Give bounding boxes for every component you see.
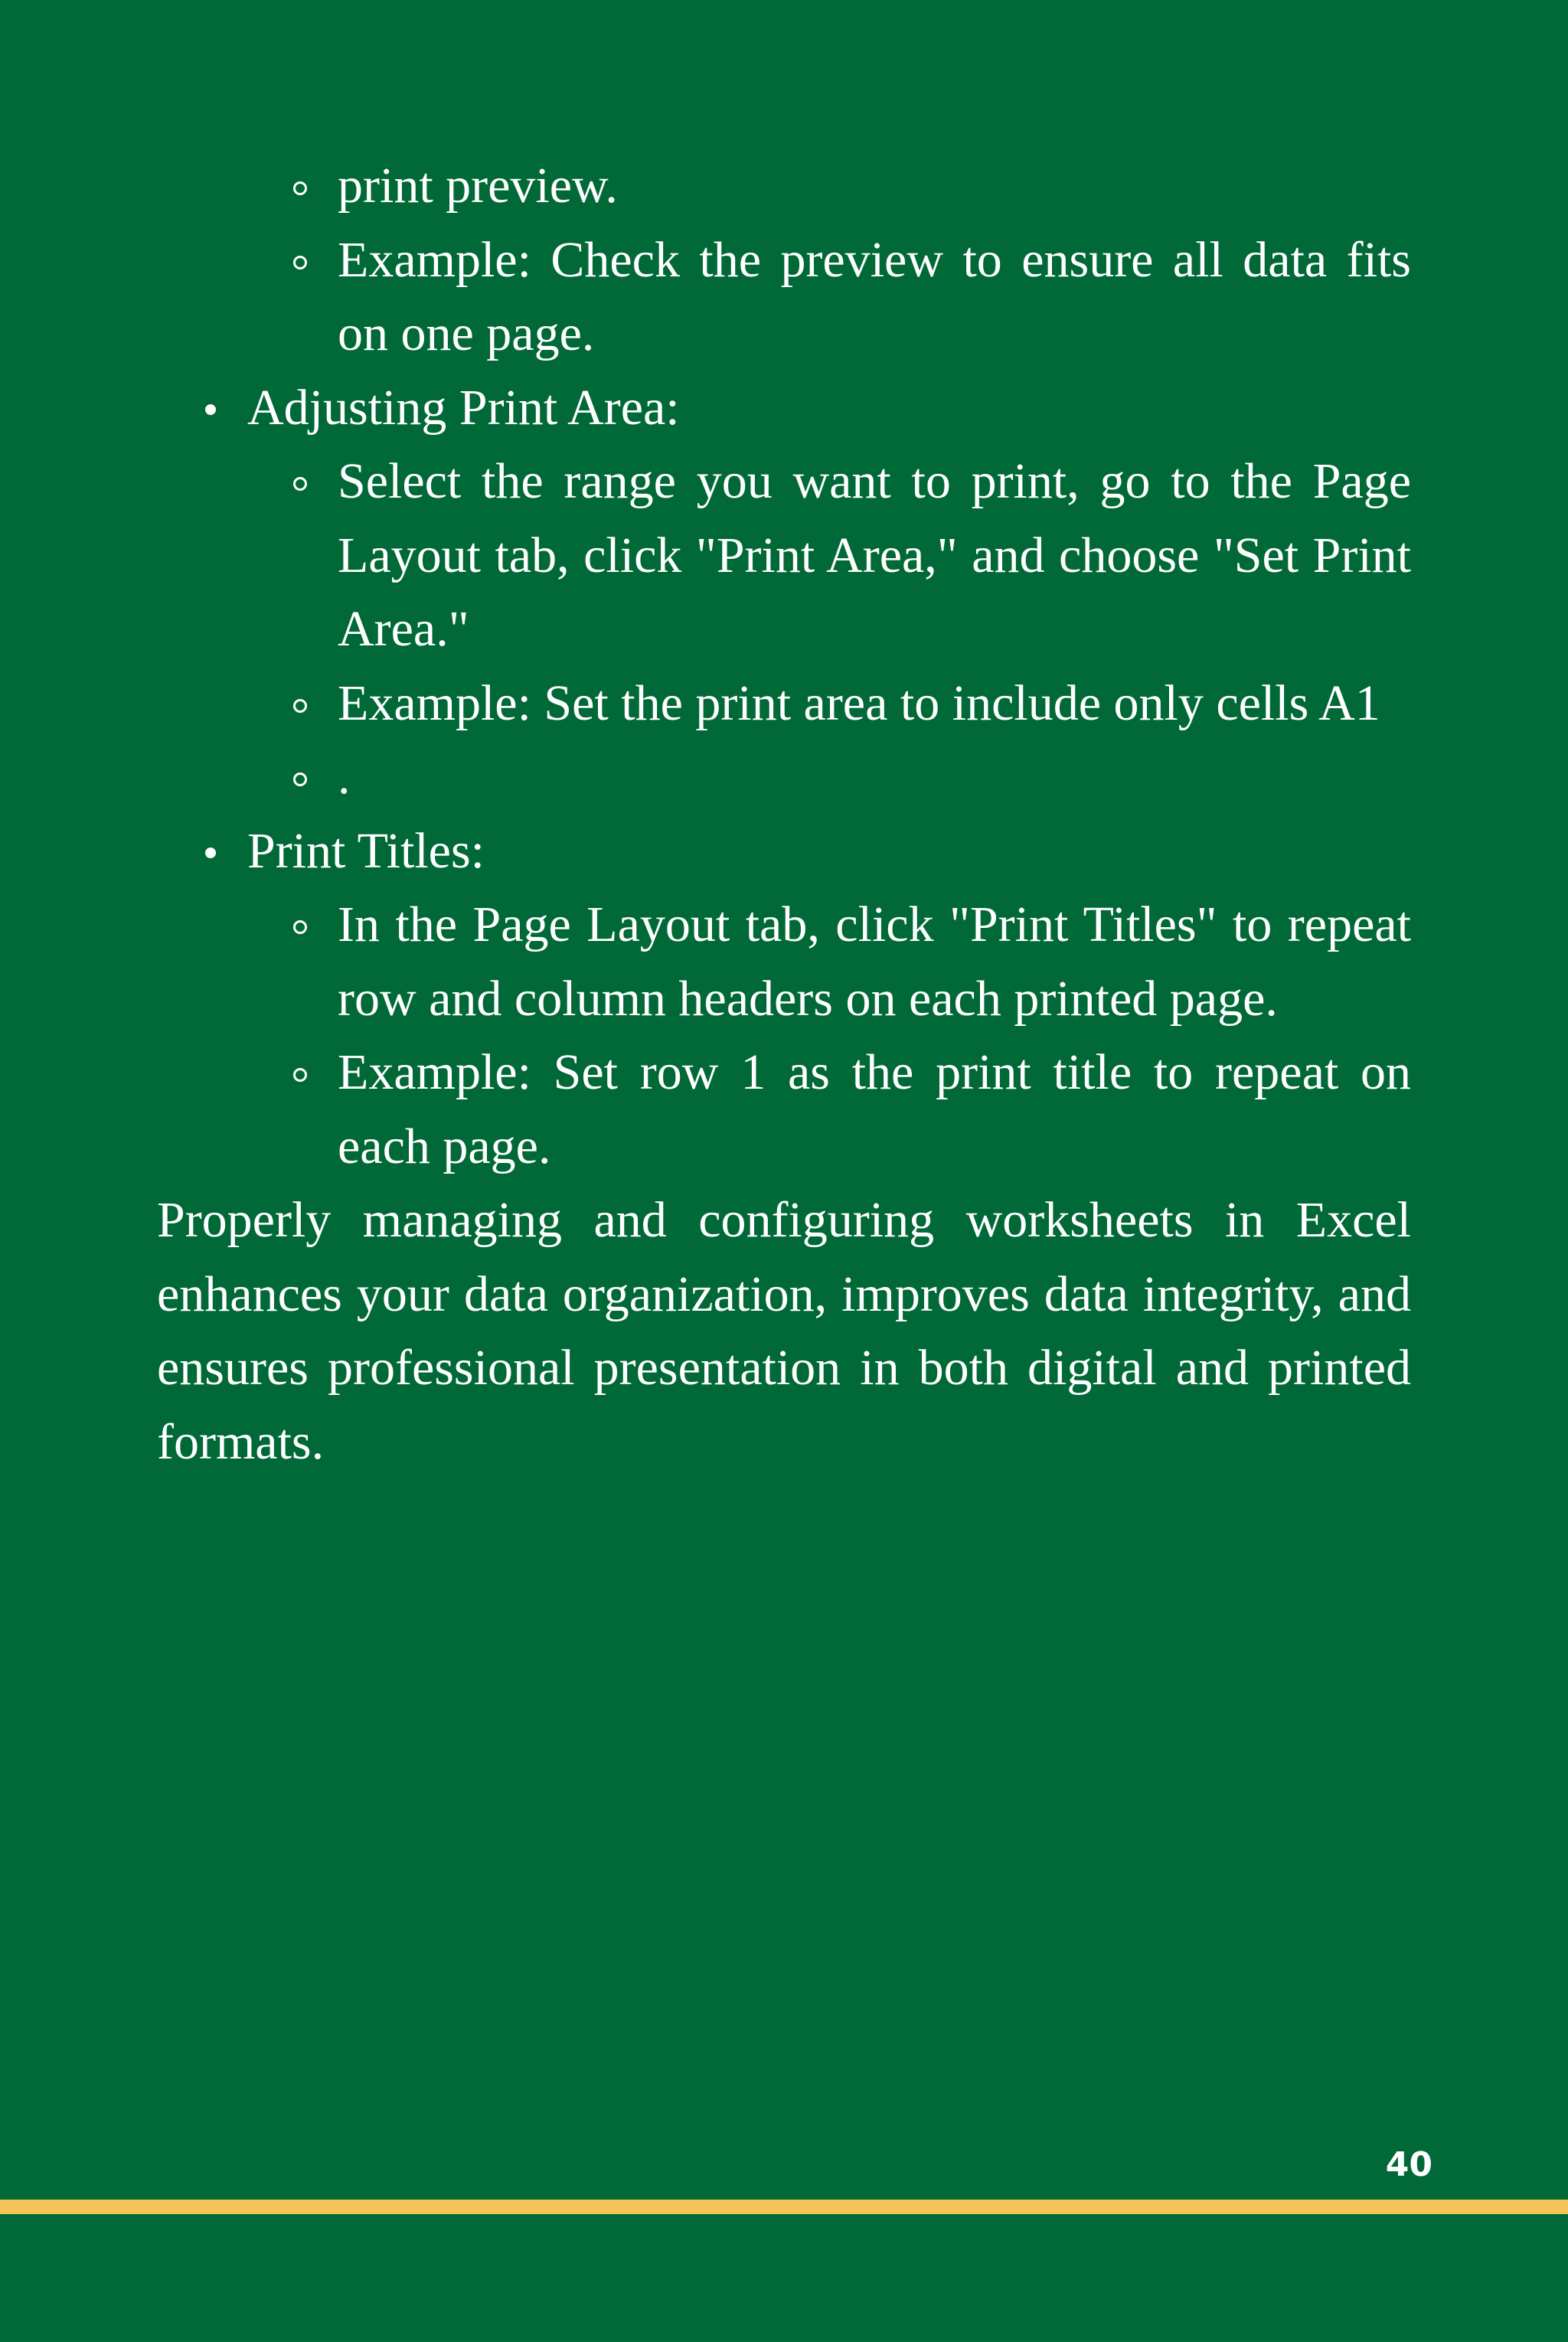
page-number: 40 [1385,2145,1432,2184]
hollow-bullet-icon [293,1068,307,1082]
sub-list-item-text: print preview. [338,158,618,214]
sub-list-item-text: Example: Set the print area to include only cells A1 [338,675,1380,731]
sub-list-item [157,149,1411,224]
sub-list-item-text: Select the range you want to print, go to the Page Layout tab, click "Print Area," and choose "Set Print Area." [338,453,1411,657]
list-item-heading: Adjusting Print Area: [247,379,680,436]
hollow-bullet-icon [293,920,307,934]
hollow-bullet-icon [293,477,307,491]
page-content [157,149,1411,1479]
closing-paragraph: Properly managing and configuring worksheets in Excel enhances your data organization, improves data integrity, and ensures professional presentation in both digital and printed formats. [157,1192,1411,1470]
sub-list-item [157,667,1411,741]
bullet-list [157,371,1411,446]
filled-bullet-icon [205,404,216,415]
bullet-list [157,815,1411,889]
sub-list-item-text: . [338,749,351,805]
list-item-heading: Print Titles: [247,822,485,879]
footer-divider [0,2200,1568,2214]
hollow-bullet-icon [293,773,307,786]
hollow-bullet-icon [293,699,307,713]
sub-list-item [157,445,1411,667]
hollow-bullet-icon [293,256,307,269]
sub-list-item-text: Example: Check the preview to ensure all data fits on one page. [338,231,1411,361]
sub-list-item-text: Example: Set row 1 as the print title to repeat on each page. [338,1044,1411,1174]
sub-list [157,888,1411,1184]
continued-sub-list [157,149,1411,371]
sub-list-item [157,1036,1411,1184]
filled-bullet-icon [205,848,216,858]
list-item-print-titles [157,815,1411,889]
hollow-bullet-icon [293,181,307,195]
sub-list-item [157,888,1411,1036]
sub-list [157,445,1411,815]
sub-list-item [157,224,1411,371]
sub-list-item-text: In the Page Layout tab, click "Print Titles" to repeat row and column headers on each printed page. [338,897,1411,1027]
list-item-adjusting-print-area [157,371,1411,446]
sub-list-item [157,740,1411,815]
